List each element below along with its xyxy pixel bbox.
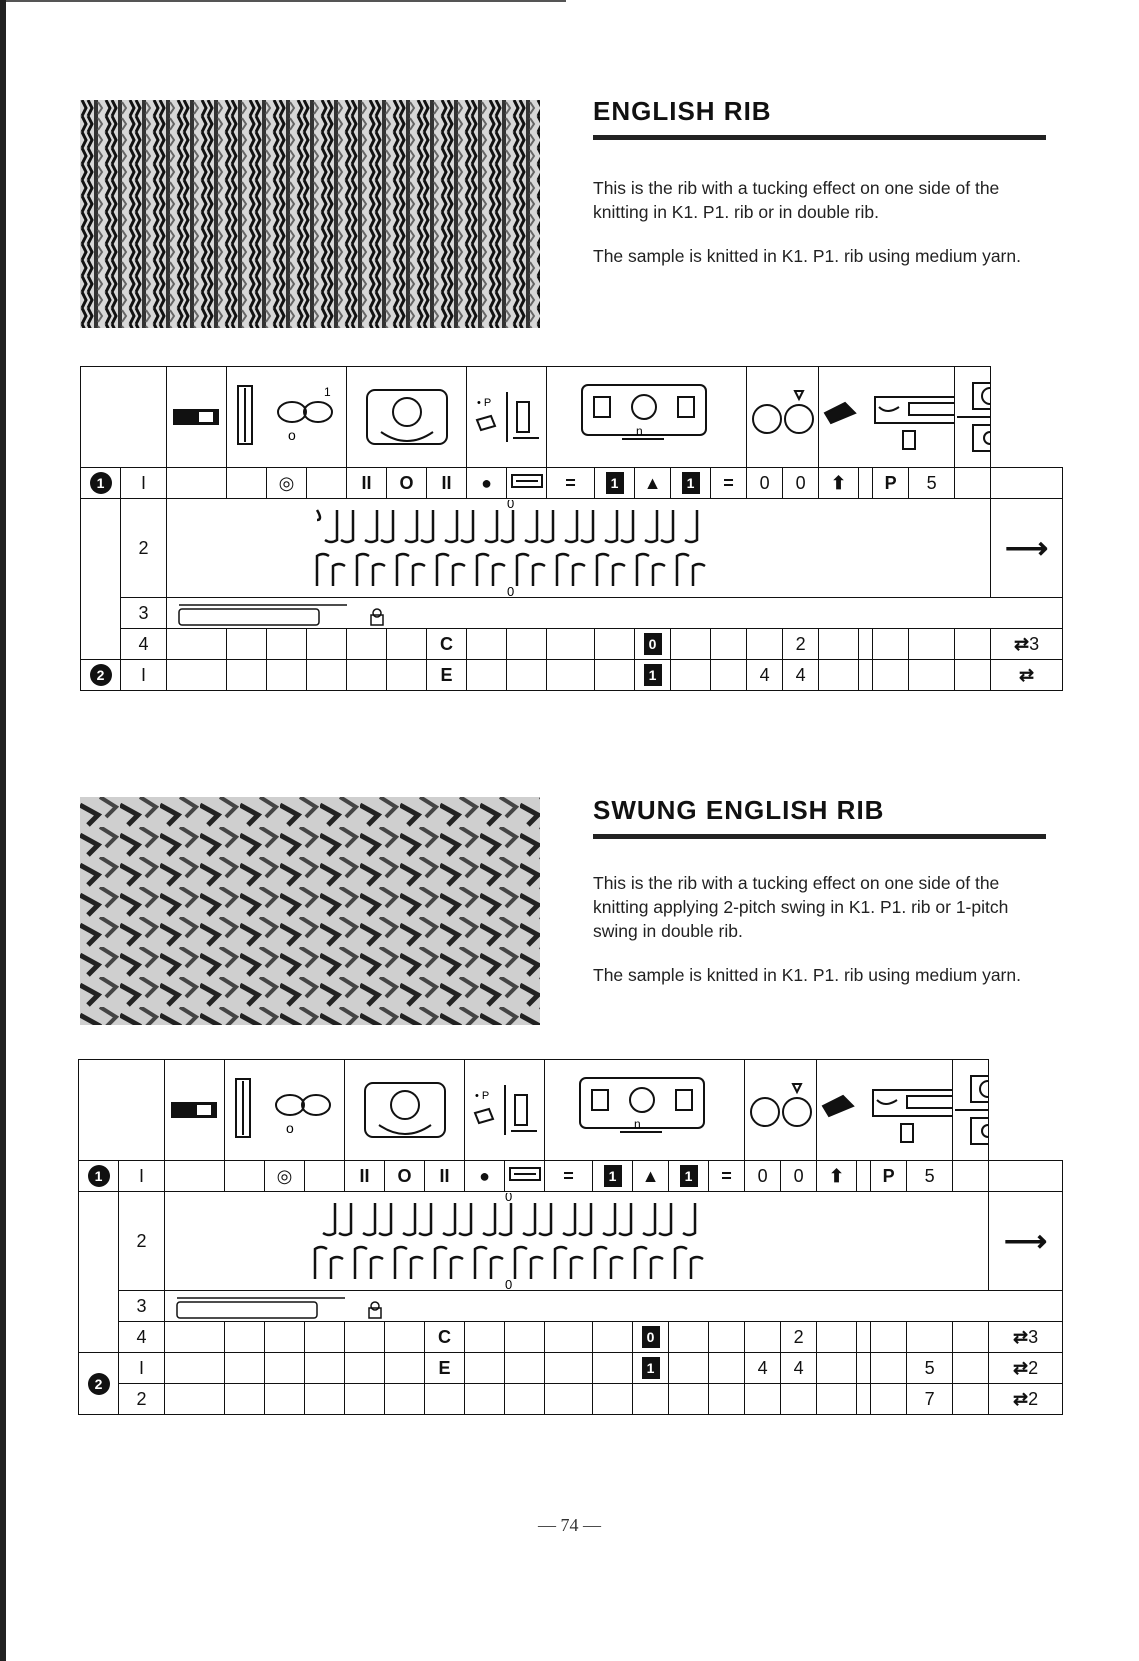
sample-note: The sample is knitted in K1. P1. rib using medium yarn. — [593, 246, 1021, 266]
cell — [547, 660, 595, 691]
cell — [227, 629, 267, 660]
switch-icon — [165, 1060, 225, 1161]
row-number: 2 — [119, 1384, 165, 1415]
cell — [669, 1353, 709, 1384]
cell — [385, 1384, 425, 1415]
section-2-label: 2 — [81, 660, 121, 691]
title-rule — [593, 834, 1046, 839]
row-number: 4 — [121, 629, 167, 660]
cell: E — [427, 660, 467, 691]
cell — [225, 1353, 265, 1384]
cell — [165, 1353, 225, 1384]
cell — [991, 468, 1063, 499]
row-number: 2 — [121, 499, 167, 598]
cell — [347, 629, 387, 660]
cell — [305, 1161, 345, 1192]
section-title: ENGLISH RIB — [593, 96, 772, 126]
svg-text:0: 0 — [507, 584, 515, 596]
cell: ⬆ — [817, 1161, 857, 1192]
cell — [819, 629, 859, 660]
repeat-arrows: ⇄2 — [989, 1353, 1063, 1384]
cell — [265, 1353, 305, 1384]
cell — [953, 1322, 989, 1353]
svg-text:o: o — [285, 1120, 294, 1136]
cell — [669, 1384, 709, 1415]
cell — [165, 1384, 225, 1415]
cell — [595, 629, 635, 660]
cell — [593, 1322, 633, 1353]
cell — [467, 629, 507, 660]
cell: 2 — [781, 1322, 817, 1353]
cell — [505, 1353, 545, 1384]
repeat-arrows: ⇄3 — [991, 629, 1063, 660]
cell — [167, 468, 227, 499]
cell: 0 — [781, 1161, 817, 1192]
cell — [307, 629, 347, 660]
cell — [747, 629, 783, 660]
svg-text:0: 0 — [505, 1193, 513, 1204]
cell: 4 — [781, 1353, 817, 1384]
cell — [819, 660, 859, 691]
cell — [871, 1384, 907, 1415]
cell — [425, 1384, 465, 1415]
cell: = — [545, 1161, 593, 1192]
lever-icon — [505, 1161, 545, 1192]
cell — [227, 468, 267, 499]
cell — [505, 1322, 545, 1353]
tension-dials-icon — [747, 367, 819, 468]
title-rule — [593, 135, 1046, 140]
cell: ⬆ — [819, 468, 859, 499]
cell: II — [427, 468, 467, 499]
cell — [857, 1161, 871, 1192]
repeat-arrows: ⇄2 — [989, 1384, 1063, 1415]
knob-dial-icon — [347, 367, 467, 468]
switch-icon — [167, 367, 227, 468]
cell — [545, 1322, 593, 1353]
cell: 5 — [909, 468, 955, 499]
row-number: 2 — [119, 1192, 165, 1291]
cell — [859, 660, 873, 691]
cell — [167, 660, 227, 691]
cell — [545, 1353, 593, 1384]
cell: C — [427, 629, 467, 660]
cell — [505, 1384, 545, 1415]
cell — [953, 1161, 989, 1192]
cell — [507, 660, 547, 691]
cell — [345, 1384, 385, 1415]
carriage-panel-icon — [545, 1060, 745, 1161]
cell: ◎ — [267, 468, 307, 499]
cell — [671, 660, 711, 691]
cell — [709, 1353, 745, 1384]
cell — [711, 660, 747, 691]
cell — [347, 660, 387, 691]
section-description — [593, 176, 1048, 288]
row-number: 3 — [119, 1291, 165, 1322]
cell — [857, 1384, 871, 1415]
cell — [955, 468, 991, 499]
cell — [859, 468, 873, 499]
page-edge — [0, 0, 6, 1661]
cell: 2 — [783, 629, 819, 660]
row-number: I — [119, 1161, 165, 1192]
cell: E — [425, 1353, 465, 1384]
cell: = — [547, 468, 595, 499]
repeat-arrows: ⇄3 — [989, 1322, 1063, 1353]
svg-text:• P: • P — [476, 397, 491, 409]
header-blank — [79, 1060, 165, 1161]
cell — [547, 629, 595, 660]
cell — [265, 1322, 305, 1353]
cell: 0 — [783, 468, 819, 499]
cell — [907, 1322, 953, 1353]
cell: 1 — [635, 660, 671, 691]
cell: C — [425, 1322, 465, 1353]
cell — [857, 1353, 871, 1384]
cell — [385, 1353, 425, 1384]
cell — [305, 1353, 345, 1384]
pin-holder-icon — [467, 367, 547, 468]
knob-dial-icon — [345, 1060, 465, 1161]
lever-icon — [507, 468, 547, 499]
direction-arrow: ⟶ — [989, 1192, 1063, 1291]
section-1-label: 1 — [81, 468, 121, 499]
cell — [225, 1322, 265, 1353]
cell: II — [345, 1161, 385, 1192]
knitting-chart — [78, 1059, 1063, 1415]
tension-dials-icon — [745, 1060, 817, 1161]
cell: 7 — [907, 1384, 953, 1415]
cell — [909, 660, 955, 691]
transfer-icon — [955, 367, 991, 468]
cell — [167, 629, 227, 660]
top-rule — [6, 0, 566, 2]
cell: 5 — [907, 1353, 953, 1384]
cell — [953, 1384, 989, 1415]
cell: O — [387, 468, 427, 499]
cell — [387, 660, 427, 691]
cell: 1 — [593, 1161, 633, 1192]
cell — [387, 629, 427, 660]
english-rib-sample-photo — [80, 100, 540, 328]
cell: 5 — [907, 1161, 953, 1192]
cell: 4 — [745, 1353, 781, 1384]
cell — [593, 1353, 633, 1384]
cell: 0 — [633, 1322, 669, 1353]
cell: 4 — [783, 660, 819, 691]
stitch-pattern — [165, 1192, 989, 1291]
needle-rack-icon — [165, 1291, 1063, 1322]
svg-text:0: 0 — [507, 500, 515, 511]
section-1-label-spacer — [81, 499, 121, 660]
cell — [165, 1322, 225, 1353]
cell — [955, 629, 991, 660]
cell: ▲ — [635, 468, 671, 499]
cell — [305, 1322, 345, 1353]
cell — [225, 1161, 265, 1192]
row-number: I — [119, 1353, 165, 1384]
cell: ◎ — [265, 1161, 305, 1192]
cell — [545, 1384, 593, 1415]
pin-holder-icon — [465, 1060, 545, 1161]
repeat-arrows: ⇄ — [991, 660, 1063, 691]
cell — [745, 1322, 781, 1353]
row-number: I — [121, 660, 167, 691]
cell: 0 — [635, 629, 671, 660]
cell: P — [871, 1161, 907, 1192]
cell — [465, 1384, 505, 1415]
carriage-panel-icon — [547, 367, 747, 468]
section-description — [593, 871, 1048, 1007]
cell — [709, 1384, 745, 1415]
section-title: SWUNG ENGLISH RIB — [593, 795, 885, 825]
cell — [267, 629, 307, 660]
cell: 1 — [671, 468, 711, 499]
description-text: This is the rib with a tucking effect on one side of the knitting in K1. P1. rib or in double rib. — [593, 178, 1000, 222]
cell — [871, 1322, 907, 1353]
cell — [873, 660, 909, 691]
cell — [165, 1161, 225, 1192]
row-number: 3 — [121, 598, 167, 629]
cell — [225, 1384, 265, 1415]
stitch-pattern — [167, 499, 991, 598]
row-number: 4 — [119, 1322, 165, 1353]
cell — [507, 629, 547, 660]
cell: II — [425, 1161, 465, 1192]
knitting-chart — [80, 366, 1063, 691]
svg-text:n: n — [633, 1117, 641, 1131]
cell — [595, 660, 635, 691]
cell: 4 — [747, 660, 783, 691]
cell: 1 — [633, 1353, 669, 1384]
cell — [873, 629, 909, 660]
svg-text:1: 1 — [323, 385, 331, 399]
cell: ● — [465, 1161, 505, 1192]
cell — [345, 1353, 385, 1384]
direction-arrow: ⟶ — [991, 499, 1063, 598]
sample-note: The sample is knitted in K1. P1. rib using medium yarn. — [593, 965, 1021, 985]
cell: 0 — [747, 468, 783, 499]
cell — [817, 1384, 857, 1415]
cell — [817, 1322, 857, 1353]
cell: ● — [467, 468, 507, 499]
cell: ▲ — [633, 1161, 669, 1192]
racking-handle-icon — [819, 367, 955, 468]
cell: O — [385, 1161, 425, 1192]
cell — [465, 1353, 505, 1384]
cell — [857, 1322, 871, 1353]
cell — [593, 1384, 633, 1415]
cell — [465, 1322, 505, 1353]
transfer-icon — [953, 1060, 989, 1161]
row-number: I — [121, 468, 167, 499]
cell — [385, 1322, 425, 1353]
cell — [871, 1353, 907, 1384]
swung-english-rib-sample-photo — [80, 797, 540, 1025]
cell — [227, 660, 267, 691]
needle-selector-icon — [225, 1060, 345, 1161]
svg-text:0: 0 — [505, 1277, 513, 1289]
cell — [265, 1384, 305, 1415]
cell — [711, 629, 747, 660]
cell — [633, 1384, 669, 1415]
cell — [953, 1353, 989, 1384]
cell — [989, 1161, 1063, 1192]
section-1-label: 1 — [79, 1161, 119, 1192]
needle-selector-icon — [227, 367, 347, 468]
cell — [345, 1322, 385, 1353]
cell — [307, 468, 347, 499]
cell — [745, 1384, 781, 1415]
cell — [909, 629, 955, 660]
page-number: — 74 — — [538, 1515, 601, 1535]
header-blank — [81, 367, 167, 468]
svg-text:o: o — [287, 427, 296, 443]
cell — [669, 1322, 709, 1353]
cell: P — [873, 468, 909, 499]
cell — [305, 1384, 345, 1415]
section-2-label: 2 — [79, 1353, 119, 1415]
racking-handle-icon — [817, 1060, 953, 1161]
cell: = — [709, 1161, 745, 1192]
cell: = — [711, 468, 747, 499]
cell: 1 — [595, 468, 635, 499]
cell — [267, 660, 307, 691]
cell: II — [347, 468, 387, 499]
cell — [781, 1384, 817, 1415]
cell — [467, 660, 507, 691]
cell — [955, 660, 991, 691]
cell — [307, 660, 347, 691]
svg-text:• P: • P — [474, 1090, 489, 1102]
cell — [859, 629, 873, 660]
cell: 1 — [669, 1161, 709, 1192]
cell — [709, 1322, 745, 1353]
description-text: This is the rib with a tucking effect on one side of the knitting applying 2-pitch swing in K1. P1. rib or 1-pitch swing in double rib. — [593, 873, 1009, 941]
cell: 0 — [745, 1161, 781, 1192]
cell — [817, 1353, 857, 1384]
svg-text:n: n — [635, 424, 643, 438]
cell — [671, 629, 711, 660]
needle-rack-icon — [167, 598, 1063, 629]
section-1-label-spacer — [79, 1192, 119, 1353]
